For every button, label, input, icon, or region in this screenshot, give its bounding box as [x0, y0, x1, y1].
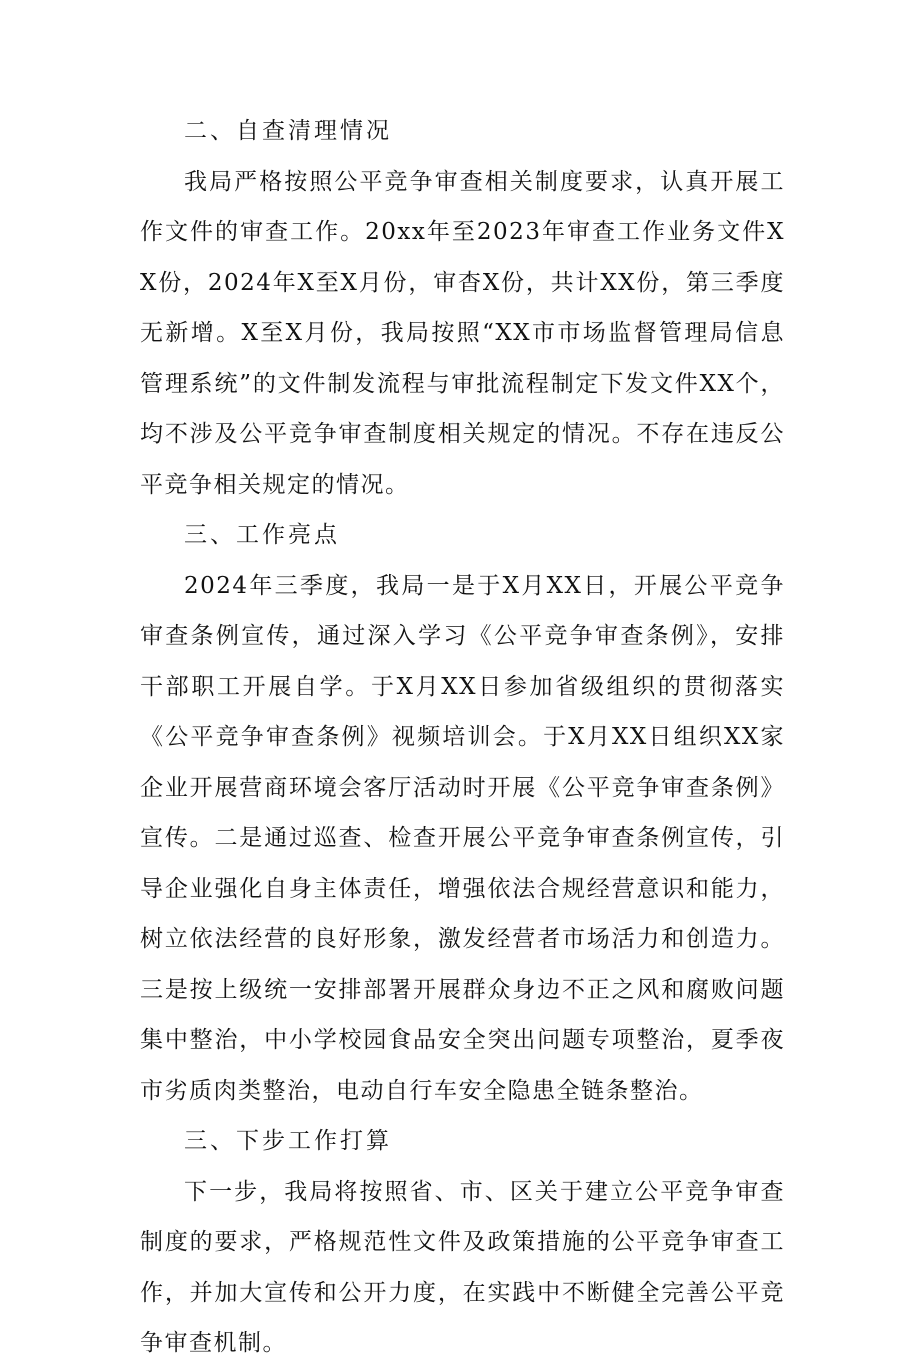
section-heading-highlights: 三、工作亮点: [184, 522, 340, 548]
section-paragraph-highlights: 2024年三季度，我局一是于X月XX日，开展公平竞争审查条例宣传，通过深入学习《公平竞争审查条例》，安排干部职工开展自学。于X月XX日参加省级组织的贯彻落实《公平竞争审查条例》视频培训会。于X月XX日组织XX家企业开展营商环境会客厅活动时开展《公平竞争审查条例》宣传。二是通过巡查、检查开展公平竞争审查条例宣传，引导企业强化自身主体责任，增强依法合规经营意识和能力，树立依法经营的良好形象，激发经营者市场活力和创造力。三是按上级统一安排部署开展群众身边不正之风和腐败问题集中整治，中小学校园食品安全突出问题专项整治，夏季夜市劣质肉类整治，电动自行车安全隐患全链条整治。: [140, 572, 785, 1104]
section-heading-self-check: 二、自查清理情况: [184, 118, 392, 144]
section-paragraph-next-steps: 下一步，我局将按照省、市、区关于建立公平竞争审查制度的要求，严格规范性文件及政策措施的公平竞争审查工作，并加大宣传和公开力度，在实践中不断健全完善公平竞争审查机制。: [140, 1178, 785, 1356]
section-paragraph-self-check: 我局严格按照公平竞争审查相关制度要求，认真开展工作文件的审查工作。20xx年至2023年审查工作业务文件XX份，2024年X至X月份，审杳X份，共计XX份，第三季度无新增。X至X月份，我局按照“XX市市场监督管理局信息管理系统”的文件制发流程与审批流程制定下发文件XX个，均不涉及公平竞争审查制度相关规定的情况。不存在违反公平竞争相关规定的情况。: [140, 168, 785, 498]
section-heading-next-steps: 三、下步工作打算: [184, 1128, 392, 1154]
document-body: [140, 106, 785, 1369]
